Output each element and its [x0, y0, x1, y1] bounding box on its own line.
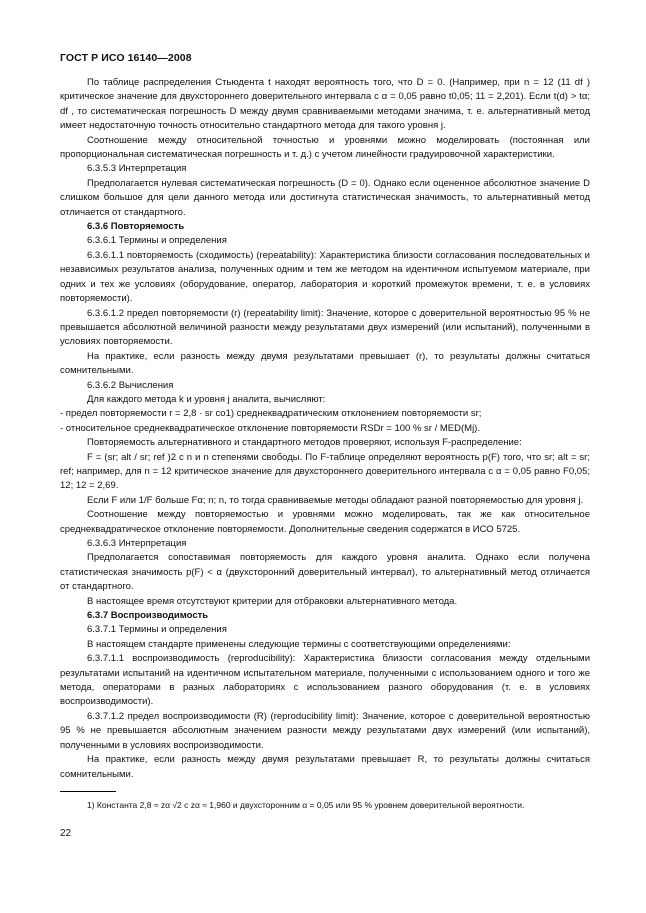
paragraph: На практике, если разность между двумя результатами превышает (r), то результаты должны считаться сомнительными. — [60, 350, 590, 377]
section-heading: 6.3.5.3 Интерпретация — [87, 163, 187, 175]
paragraph: Повторяемость альтернативного и стандартного методов проверяют, используя F-распределение: — [87, 437, 522, 449]
section-heading: 6.3.7 Воспроизводимость — [87, 610, 209, 622]
paragraph: Соотношение между относительной точностью и уровнями можно моделировать (постоянная или пропорциональная систематическая погрешность и т. д.) с учетом линейности градуировочной характеристики. — [60, 134, 590, 161]
formula-line: - предел повторяемости r = 2,8 · sr со1) среднеквадратическим отклонением повторяемости sr; — [60, 408, 482, 420]
formula-line: - относительное среднеквадратическое отклонение повторяемости RSDr = 100 % sr / MED(Mj). — [60, 422, 480, 434]
paragraph: На практике, если разность между двумя результатами превышает R, то результаты должны считаться сомнительными. — [60, 754, 590, 780]
paragraph: Если F или 1/F больше Fα; n; n, то тогда сравниваемые методы обладают разной повторяемостью для уровня j. — [87, 494, 584, 506]
definition-repeatability-limit: 6.3.6.1.2 предел повторяемости (r) (repeatability limit): Значение, которое с доверительной вероятностью 95 % не превышается абсолютной величиной разности между результатами двух измерений (или испытаний), полученными в условиях повторяемости. — [60, 307, 590, 348]
section-heading: 6.3.6.3 Интерпретация — [87, 538, 187, 549]
paragraph: Для каждого метода k и уровня j аналита, вычисляют: — [87, 393, 326, 405]
paragraph: По таблице распределения Стьюдента t находят вероятность того, что D = 0. (Например, при n = 12 (11 df ) критическое значение для двухстороннего доверительного интервала с α = 0,05 равно t0,05; 11 = 2,201). Если t(d) > tα; df , то систематическая погрешность D между двумя сравниваемыми методами значима, т. е. альтернативный метод имеет недостаточную точность относительно стандартного метода для такого уровня j. — [60, 77, 590, 132]
footnote-rule — [60, 791, 116, 792]
definition-repeatability: 6.3.6.1.1 повторяемость (сходимость) (repeatability): Характеристика близости согласования последовательных и независимых результатов анализа, полученных одним и тем же методом на идентичном испытуемом материале, при одних и тех же условиях (оборудование, оператор, лаборатория и короткий промежуток времени, т. е. в условиях повторяемости). — [60, 249, 590, 305]
page-body — [60, 76, 590, 782]
definition-reproducibility-limit: 6.3.7.1.2 предел воспроизводимости (R) (reproducibility limit): Значение, которое с доверительной вероятностью 95 % не превышается абсолютным значением разности между результатами двух измерений (или испытаний), полученными в условиях воспроизводимости. — [60, 710, 590, 751]
paragraph: Предполагается нулевая систематическая погрешность (D = 0). Однако если оцененное абсолютное значение D слишком большое для цели данного метода или достигнута статистическая значимость, то альтернативный метод отличается от стандартного. — [60, 177, 590, 218]
formula-paragraph: F = (sr; alt / sr; ref )2 с n и n степенями свободы. По F-таблице определяют вероятность p(F) того, что sr; alt = sr; ref; например, для n = 12 критическое значение для двухстороннего доверительного интервала с α = 0,05 равно F0,05; 12; 12 = 2,69. — [60, 451, 590, 492]
paragraph: В настоящем стандарте применены следующие термины с соответствующими определениями: — [87, 638, 511, 650]
definition-reproducibility: 6.3.7.1.1 воспроизводимость (reproducibility): Характеристика близости согласования между отдельными результатами испытаний на идентичном испытательном материале, полученными с использованием одного и того же метода, операторами в разных лабораториях с использованием разного оборудования (т. е. в условиях воспроизводимости). — [60, 653, 590, 708]
footnote: 1) Константа 2,8 ≈ zα √2 с zα ≈ 1,960 и двухсторонним α = 0,05 или 95 % уровнем доверительной вероятности. — [87, 800, 525, 810]
section-heading: 6.3.6.2 Вычисления — [87, 379, 174, 391]
paragraph: В настоящее время отсутствуют критерии для отбраковки альтернативного метода. — [87, 595, 458, 607]
paragraph: Соотношение между повторяемостью и уровнями можно моделировать, так же как относительное среднеквадратическое отклонение повторяемости. Дополнительные сведения содержатся в ИСО 5725. — [60, 509, 590, 535]
section-heading: 6.3.6 Повторяемость — [87, 221, 185, 233]
section-heading: 6.3.6.1 Термины и определения — [87, 235, 227, 247]
page-number: 22 — [60, 828, 72, 839]
paragraph: Предполагается сопоставимая повторяемость для каждого уровня аналита. Однако если получена статистическая значимость p(F) < α (двухсторонний доверительный интервал), то альтернативный метод отличается от стандартного. — [60, 552, 590, 593]
document-header: ГОСТ Р ИСО 16140—2008 — [60, 52, 192, 64]
section-heading: 6.3.7.1 Термины и определения — [87, 624, 227, 636]
